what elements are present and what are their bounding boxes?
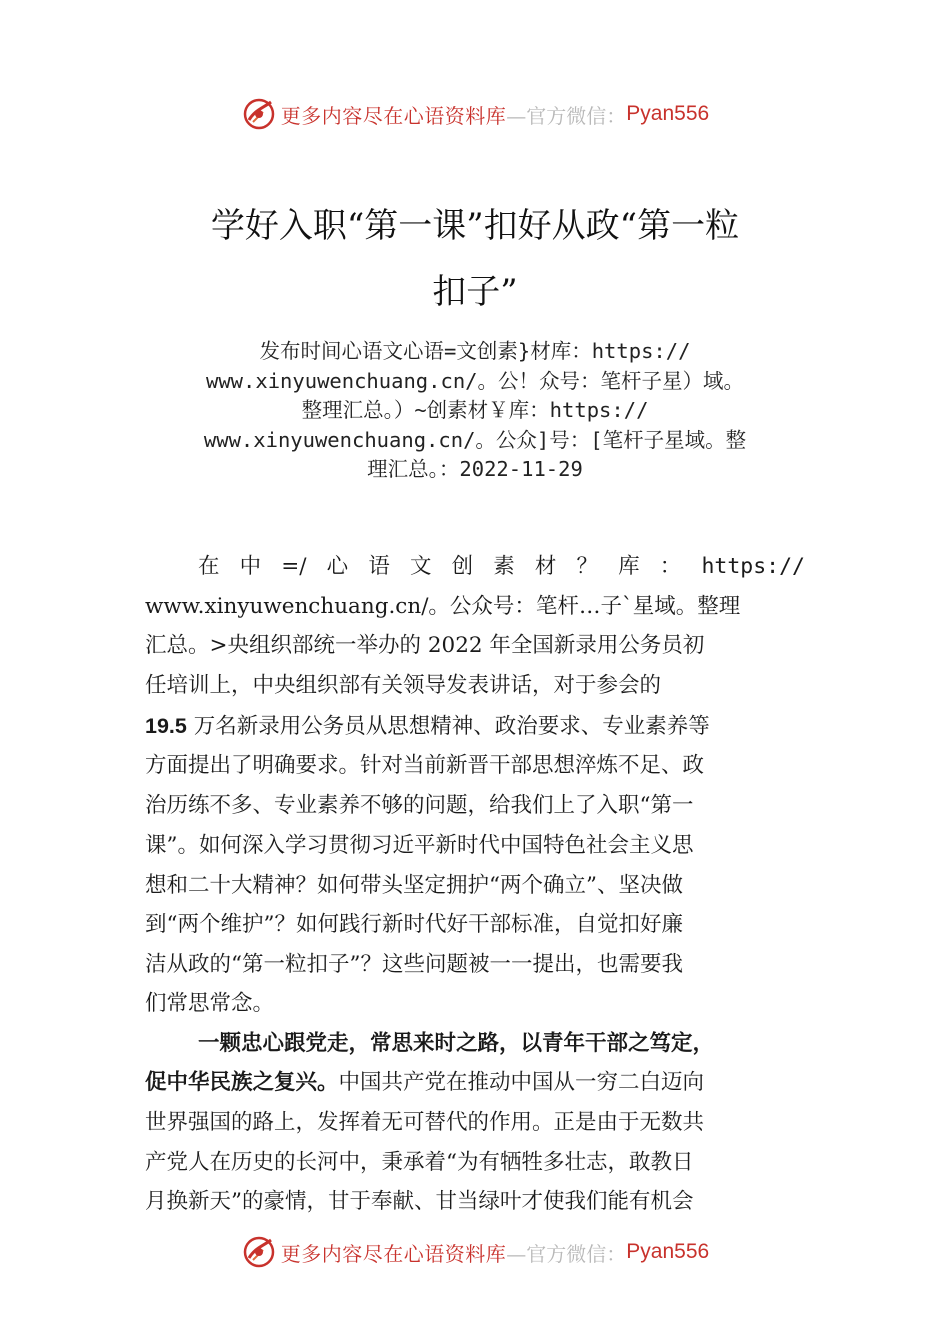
para1-line: 任培训上，中央组织部有关领导发表讲话，对于参会的 [145, 673, 662, 698]
para2-line: 产党人在历史的长河中，秉承着“为有牺牲多壮志，敢教日 [145, 1150, 694, 1175]
meta-line: 发布时间心语文心语=文创素}材库：https:// [259, 339, 691, 363]
logo-icon [241, 1234, 277, 1270]
para2-line-rest: 中国共产党在推动中国从一穷二白迈向 [338, 1070, 705, 1095]
footer-watermark-banner [0, 1232, 950, 1272]
char: 在 [198, 554, 220, 579]
document-title-line-2: 扣子” [432, 272, 518, 312]
para1-line: 治历练不多、专业素养不够的问题，给我们上了入职“第一 [145, 793, 694, 818]
para1-line: 方面提出了明确要求。针对当前新晋干部思想淬炼不足、政 [145, 753, 705, 778]
banner-separator-text: —官方微信： [506, 1241, 627, 1266]
char: 材 [534, 554, 557, 579]
para2-line [145, 1063, 704, 1103]
char: 素 [493, 554, 515, 579]
para1-first-line [198, 547, 805, 587]
logo-icon [241, 96, 277, 132]
char: =/ [281, 554, 307, 579]
para1-line: 想和二十大精神？如何带头坚定拥护“两个确立”、坚决做 [145, 873, 683, 898]
banner-separator-text: —官方微信： [506, 103, 627, 128]
para2-heading-line-2: 促中华民族之复兴。 [145, 1070, 339, 1095]
char: ： [659, 554, 682, 579]
para1-line [145, 706, 710, 746]
banner-main-text: 更多内容尽在心语资料库 [280, 1241, 507, 1266]
char: 创 [451, 554, 474, 579]
meta-line: www.xinyuwenchuang.cn/。公众]号：[笔杆子星域。整 [203, 427, 747, 452]
para2-heading-line-1: 一颗忠心跟党走，常思来时之路，以青年干部之笃定， [198, 1031, 715, 1056]
char: 文 [409, 554, 432, 579]
banner-main-text: 更多内容尽在心语资料库 [280, 103, 507, 128]
para1-line: 洁从政的“第一粒扣子”？这些问题被一一提出，也需要我 [145, 952, 683, 977]
para1-line-rest: 万名新录用公务员从思想精神、政治要求、专业素养等 [186, 714, 710, 739]
char: https:// [701, 554, 805, 579]
char: 库 [618, 554, 640, 579]
document-title-line-1: 学好入职“第一课”扣好从政“第一粒 [210, 206, 740, 246]
meta-line: www.xinyuwenchuang.cn/。公！众号：笔杆子星）域。 [205, 368, 745, 393]
meta-line: 理汇总。：2022-11-29 [367, 457, 583, 481]
para1-line: www.xinyuwenchuang.cn/。公众号：笔杆…子`星域。整理 [145, 594, 741, 619]
char: 语 [368, 554, 390, 579]
banner-wechat-id: Pyan556 [626, 1240, 710, 1263]
char: 中 [239, 554, 262, 579]
header-watermark-banner [0, 94, 950, 134]
para2-line: 月换新天”的豪情，甘于奉献、甘当绿叶才使我们能有机会 [145, 1189, 694, 1214]
para1-line: 们常思常念。 [145, 991, 275, 1016]
para1-line: 到“两个维护”？如何践行新时代好干部标准，自觉扣好廉 [145, 912, 683, 937]
meta-line: 整理汇总。）~创素材￥库：https:// [301, 398, 649, 422]
char: 心 [326, 554, 349, 579]
para1-line: 汇总。>央组织部统一举办的 2022 年全国新录用公务员初 [145, 633, 705, 658]
para2-line: 世界强国的路上，发挥着无可替代的作用。正是由于无数共 [145, 1110, 705, 1135]
publish-meta [130, 337, 820, 485]
banner-wechat-id: Pyan556 [626, 102, 710, 125]
char: ？ [576, 554, 599, 579]
para1-number: 19.5 [145, 714, 187, 738]
para1-line: 课”。如何深入学习贯彻习近平新时代中国特色社会主义思 [145, 833, 694, 858]
